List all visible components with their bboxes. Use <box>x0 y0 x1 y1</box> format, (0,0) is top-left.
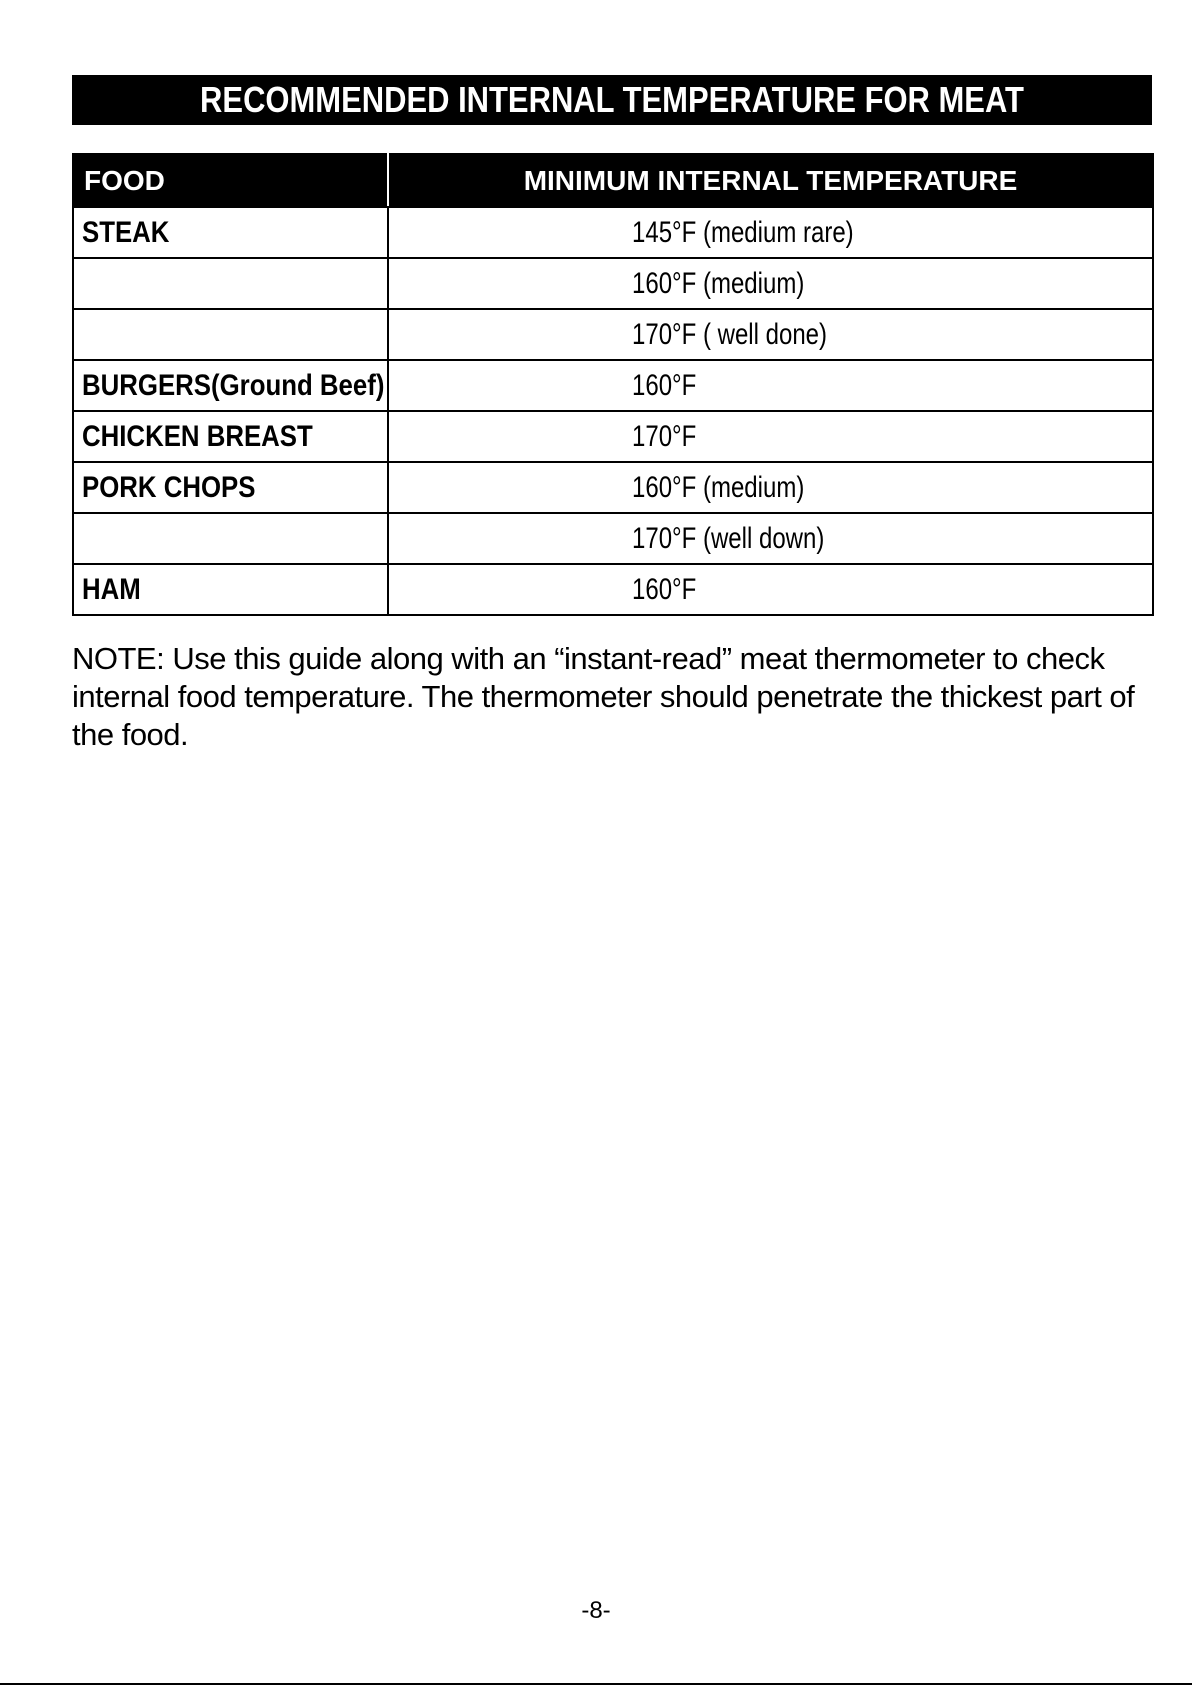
food-cell <box>73 462 388 513</box>
table-row <box>73 513 1153 564</box>
table-row <box>73 564 1153 615</box>
column-header-temperature: MINIMUM INTERNAL TEMPERATURE <box>388 154 1153 207</box>
food-label: PORK CHOPS <box>82 470 256 504</box>
food-cell <box>73 258 388 309</box>
food-label: STEAK <box>82 215 170 249</box>
usage-note: NOTE: Use this guide along with an “instant-read” meat thermometer to check internal food temperature. The thermometer should penetrate the thickest part of the food. <box>72 641 1135 752</box>
table-row <box>73 411 1153 462</box>
food-label: HAM <box>82 572 141 606</box>
page-title: RECOMMENDED INTERNAL TEMPERATURE FOR MEAT <box>200 79 1024 120</box>
temperature-value: 170°F <box>632 419 697 453</box>
page-number: -8- <box>581 1597 611 1624</box>
temperature-cell <box>388 513 1153 564</box>
temperature-cell <box>388 309 1153 360</box>
food-cell <box>73 360 388 411</box>
temperature-value: 145°F (medium rare) <box>632 215 854 249</box>
table-header-row <box>73 154 1153 207</box>
table-row <box>73 258 1153 309</box>
temperature-cell <box>388 207 1153 258</box>
temperature-cell <box>388 360 1153 411</box>
temperature-cell <box>388 564 1153 615</box>
food-cell <box>73 564 388 615</box>
table-row <box>73 462 1153 513</box>
temperature-cell <box>388 462 1153 513</box>
temperature-table <box>72 153 1154 616</box>
table-row <box>73 207 1153 258</box>
temperature-value: 170°F ( well done) <box>632 317 828 351</box>
food-label: BURGERS(Ground Beef) <box>82 368 385 402</box>
food-cell <box>73 309 388 360</box>
food-cell <box>73 207 388 258</box>
temperature-value: 160°F (medium) <box>632 266 805 300</box>
column-header-food: FOOD <box>73 154 388 207</box>
food-cell <box>73 411 388 462</box>
temperature-cell <box>388 411 1153 462</box>
table-row <box>73 360 1153 411</box>
food-cell <box>73 513 388 564</box>
table-row <box>73 309 1153 360</box>
temperature-value: 160°F <box>632 368 697 402</box>
temperature-value: 160°F (medium) <box>632 470 805 504</box>
temperature-cell <box>388 258 1153 309</box>
food-label: CHICKEN BREAST <box>82 419 313 453</box>
temperature-value: 160°F <box>632 572 697 606</box>
temperature-value: 170°F (well down) <box>632 521 825 555</box>
title-bar <box>72 75 1152 125</box>
